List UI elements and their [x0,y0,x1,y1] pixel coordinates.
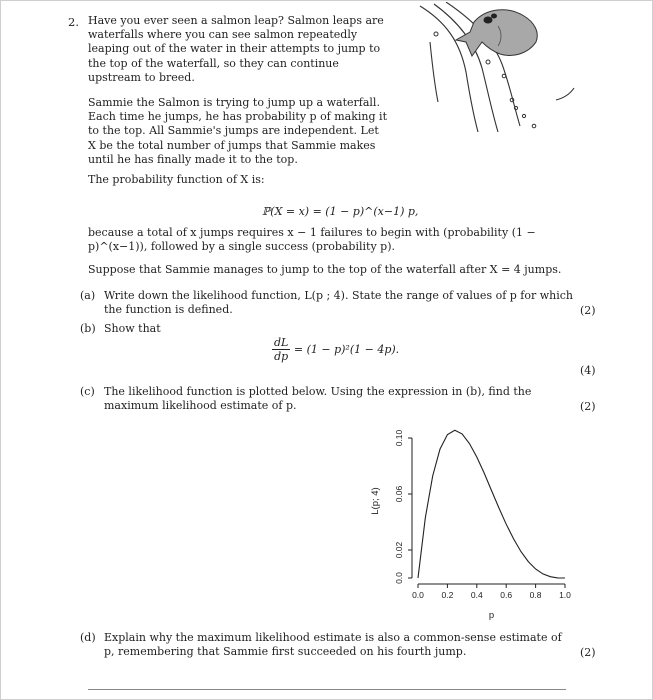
waterfall-stream-1 [420,6,478,132]
part-a-text: Write down the likelihood function, L(p ; 4). State the range of values of p for which the function is defined. [104,289,574,317]
waterfall-stream-4 [430,42,438,102]
salmon-waterfall-illustration [416,2,586,142]
x-axis-label: p [488,610,495,620]
question-setup [88,96,388,193]
x-tick-label: 0.4 [470,590,483,600]
fish-eye [491,14,497,19]
question-intro [88,14,388,91]
part-d-text: Explain why the maximum likelihood estimate is also a common-sense estimate of p, remembering that Sammie first succeeded on his fourth jump. [104,631,562,659]
derivative-rhs: = (1 − p)²(1 − 4p). [293,343,400,356]
part-d-marks: (2) [580,646,596,659]
part-b-marks: (4) [580,364,596,377]
y-tick-label: 0.02 [394,541,404,559]
x-tick-label: 0.8 [529,590,542,600]
derivative-fraction [272,336,290,363]
pf-intro: The probability function of X is: [88,173,265,187]
intro-paragraph: Have you ever seen a salmon leap? Salmon leaps are waterfalls where you can see salmon repeatedly leaping out of the water in their attempts to jump to the top of the waterfall, so they can continue upstream to breed. [88,14,384,84]
bubble [486,60,490,64]
fish-eye [484,17,493,24]
probability-function-equation: ℙ(X = x) = (1 − p)^(x−1) p, [262,205,419,218]
part-c-label: (c) [80,385,95,398]
derivative-equation [272,336,399,363]
bubble [522,114,525,117]
x-tick-label: 1.0 [559,590,571,600]
because-text: because a total of x jumps requires x − 1 failures to begin with (probability (1 − p)^(x−1)), followed by a single success (probability p). [88,226,536,254]
y-tick-label: 0.06 [394,485,404,503]
x-tick-label: 0.6 [500,590,513,600]
water-ripple [556,88,574,100]
question-number: 2. [68,15,79,29]
bubble [434,32,438,36]
part-a-label: (a) [80,289,96,302]
x-tick-label: 0.0 [412,590,424,600]
part-d-label: (d) [80,631,96,644]
bubble [502,74,506,78]
plot-axes [412,438,565,584]
x-tick-label: 0.2 [441,590,454,600]
y-tick-label: 0.10 [394,429,404,447]
part-c-text: The likelihood function is plotted below. Using the expression in (b), find the maximum likelihood estimate of p. [104,385,532,413]
salmon-fish [456,10,537,56]
part-a-marks: (2) [580,304,596,317]
setup-paragraph: Sammie the Salmon is trying to jump up a waterfall. Each time he jumps, he has probability p of making it to the top. All Sammie's jumps are independent. Let X be the total number of jumps that Sammie makes until he has finally made it to the top. [88,96,387,166]
answer-line [88,689,566,690]
y-axis-label: L(p; 4) [370,487,381,515]
fraction-numerator: dL [274,336,289,349]
fraction-denominator: dp [274,350,289,363]
part-b-text: Show that [104,322,161,335]
part-b-label: (b) [80,322,96,335]
likelihood-curve [418,430,565,578]
y-tick-label: 0.0 [394,572,404,584]
suppose-text: Suppose that Sammie manages to jump to the top of the waterfall after X = 4 jumps. [88,263,562,276]
bubble [514,106,517,109]
likelihood-plot [360,410,580,620]
part-c-marks: (2) [580,400,596,413]
bubble [532,124,536,128]
